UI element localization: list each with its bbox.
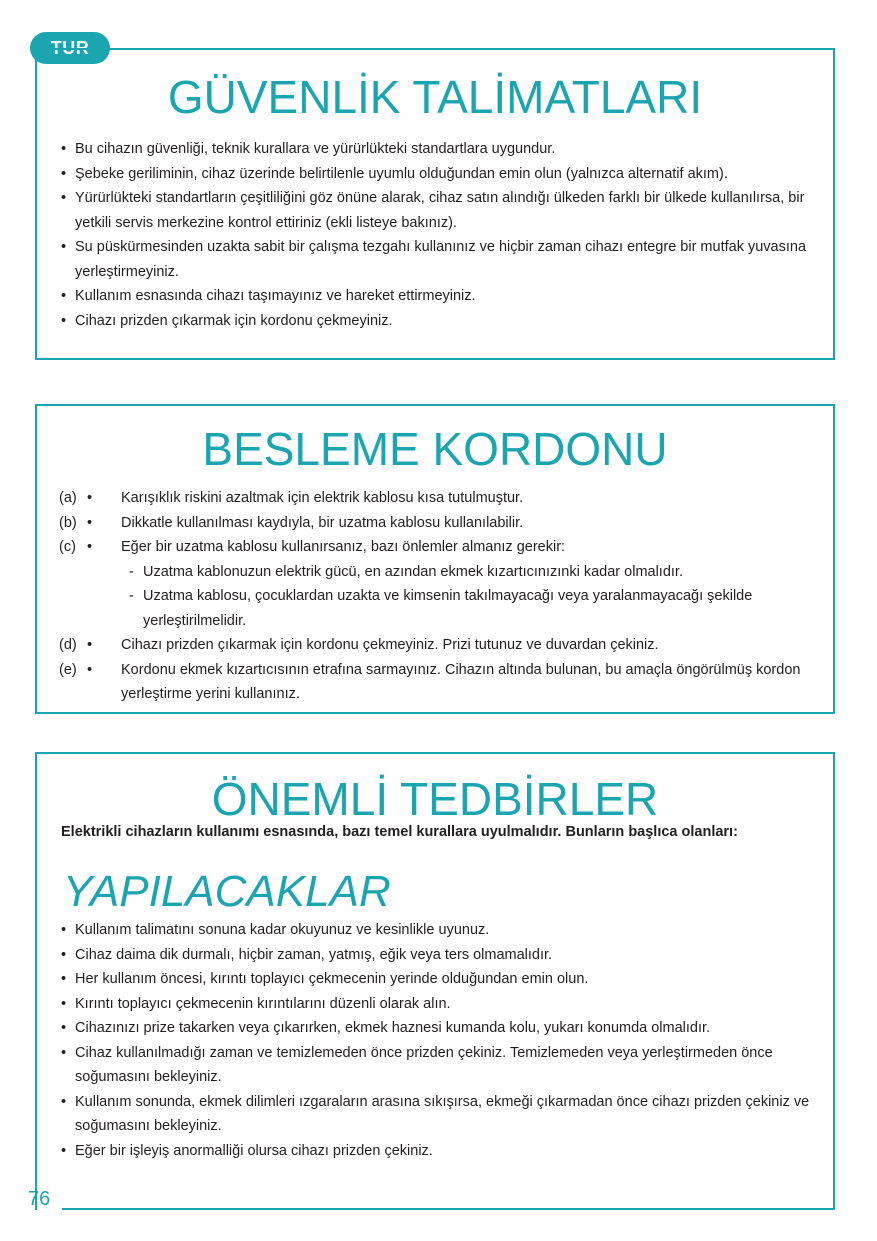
list-item: (e) • Kordonu ekmek kızartıcısının etrafına sarmayınız. Cihazın altında bulunan, bu amaçla öngörülmüş kordon yerleştirme yerini kullanınız.	[59, 658, 829, 707]
dos-subtitle: YAPILACAKLAR	[63, 867, 391, 916]
list-item: • Kullanım talimatını sonuna kadar okuyunuz ve kesinlikle uyunuz.	[61, 918, 821, 943]
bullet-icon: •	[61, 995, 67, 1012]
language-tab: TUR	[30, 32, 110, 64]
item-label: (a)	[59, 490, 77, 506]
precautions-intro: Elektrikli cihazların kullanımı esnasında, bazı temel kurallara uyulmalıdır. Bunların başlıca olanları:	[61, 824, 738, 840]
bullet-icon: •	[61, 312, 67, 329]
bullet-icon: •	[61, 1020, 67, 1036]
list-item: (c) • Eğer bir uzatma kablosu kullanırsanız, bazı önlemler almanız gerekir:	[59, 535, 829, 560]
list-item: (a) • Karışıklık riskini azaltmak için elektrik kablosu kısa tutulmuştur.	[59, 486, 829, 511]
cord-list	[59, 486, 829, 707]
list-item: • Cihazınızı prize takarken veya çıkarırken, ekmek haznesi kumanda kolu, yukarı konumda olmalıdır.	[61, 1016, 821, 1041]
list-item: • Şebeke geriliminin, cihaz üzerinde belirtilenle uyumlu olduğundan emin olun (yalnızca alternatif akım).	[61, 162, 821, 187]
bullet-icon: •	[61, 141, 67, 157]
bullet-icon: •	[61, 288, 67, 304]
safety-title: GÜVENLİK TALİMATLARI	[167, 71, 703, 123]
list-item: • Yürürlükteki standartların çeşitliliğini göz önüne alarak, cihaz satın alındığı ülkeden farklı bir ülkede kullanılırsa, bir yetkili servis merkezine kontrol ettiriniz (ekli listeye bakınız).	[61, 186, 821, 235]
list-item: • Her kullanım öncesi, kırıntı toplayıcı çekmecenin yerinde olduğundan emin olun.	[61, 967, 821, 992]
list-item: • Kullanım sonunda, ekmek dilimleri ızgaraların arasına sıkışırsa, ekmeği çıkarmadan önce cihazı prizden çekiniz ve soğumasını bekleyiniz.	[61, 1090, 821, 1139]
bullet-icon: •	[61, 971, 67, 987]
page-number: 76	[28, 1188, 51, 1210]
bullet-icon: •	[61, 922, 67, 938]
item-label: (e)	[59, 661, 77, 678]
dash-icon: -	[129, 563, 134, 580]
bullet-icon: •	[61, 1142, 67, 1159]
dos-list	[61, 918, 821, 1163]
list-item: • Cihaz kullanılmadığı zaman ve temizlemeden önce prizden çekiniz. Temizlemeden veya yerleştirmeden önce soğumasını bekleyiniz.	[61, 1041, 821, 1090]
bullet-icon: •	[87, 514, 93, 531]
list-item: • Kullanım esnasında cihazı taşımayınız ve hareket ettirmeyiniz.	[61, 284, 821, 309]
list-item: • Su püskürmesinden uzakta sabit bir çalışma tezgahı kullanınız ve hiçbir zaman cihazı entegre bir mutfak yuvasına yerleştirmeyiniz.	[61, 235, 821, 284]
footer-divider	[62, 1208, 835, 1210]
bullet-icon: •	[87, 539, 93, 555]
important-precautions-section	[35, 752, 835, 1210]
list-item: (d) • Cihazı prizden çıkarmak için kordonu çekmeyiniz. Prizi tutunuz ve duvardan çekiniz.	[59, 633, 829, 658]
sub-list-item: - Uzatma kablonuzun elektrik gücü, en azından ekmek kızartıcınızınki kadar olmalıdır.	[59, 560, 829, 585]
safety-instructions-section	[35, 48, 835, 360]
precautions-title: ÖNEMLİ TEDBİRLER	[211, 773, 659, 825]
bullet-icon: •	[61, 946, 67, 963]
sub-list-item: - Uzatma kablosu, çocuklardan uzakta ve kimsenin takılmayacağı veya yaralanmayacağı şekilde yerleştirilmelidir.	[59, 584, 829, 633]
list-item: • Eğer bir işleyiş anormalliği olursa cihazı prizden çekiniz.	[61, 1139, 821, 1164]
item-label: (b)	[59, 514, 77, 531]
list-item: • Cihaz daima dik durmalı, hiçbir zaman, yatmış, eğik veya ters olmamalıdır.	[61, 943, 821, 968]
bullet-icon: •	[61, 165, 67, 182]
bullet-icon: •	[87, 661, 93, 678]
item-label: (c)	[59, 539, 76, 555]
cord-title: BESLEME KORDONU	[202, 423, 668, 475]
bullet-icon: •	[61, 1093, 67, 1110]
bullet-icon: •	[61, 190, 67, 206]
power-cord-section	[35, 404, 835, 714]
bullet-icon: •	[87, 490, 93, 506]
list-item: • Cihazı prizden çıkarmak için kordonu çekmeyiniz.	[61, 309, 821, 334]
dash-icon: -	[129, 588, 134, 604]
safety-list	[61, 137, 821, 333]
list-item: • Kırıntı toplayıcı çekmecenin kırıntılarını düzenli olarak alın.	[61, 992, 821, 1017]
bullet-icon: •	[61, 1044, 67, 1061]
bullet-icon: •	[61, 239, 67, 255]
list-item: • Bu cihazın güvenliği, teknik kurallara ve yürürlükteki standartlara uygundur.	[61, 137, 821, 162]
list-item: (b) • Dikkatle kullanılması kaydıyla, bir uzatma kablosu kullanılabilir.	[59, 511, 829, 536]
item-label: (d)	[59, 637, 77, 653]
bullet-icon: •	[87, 637, 93, 653]
